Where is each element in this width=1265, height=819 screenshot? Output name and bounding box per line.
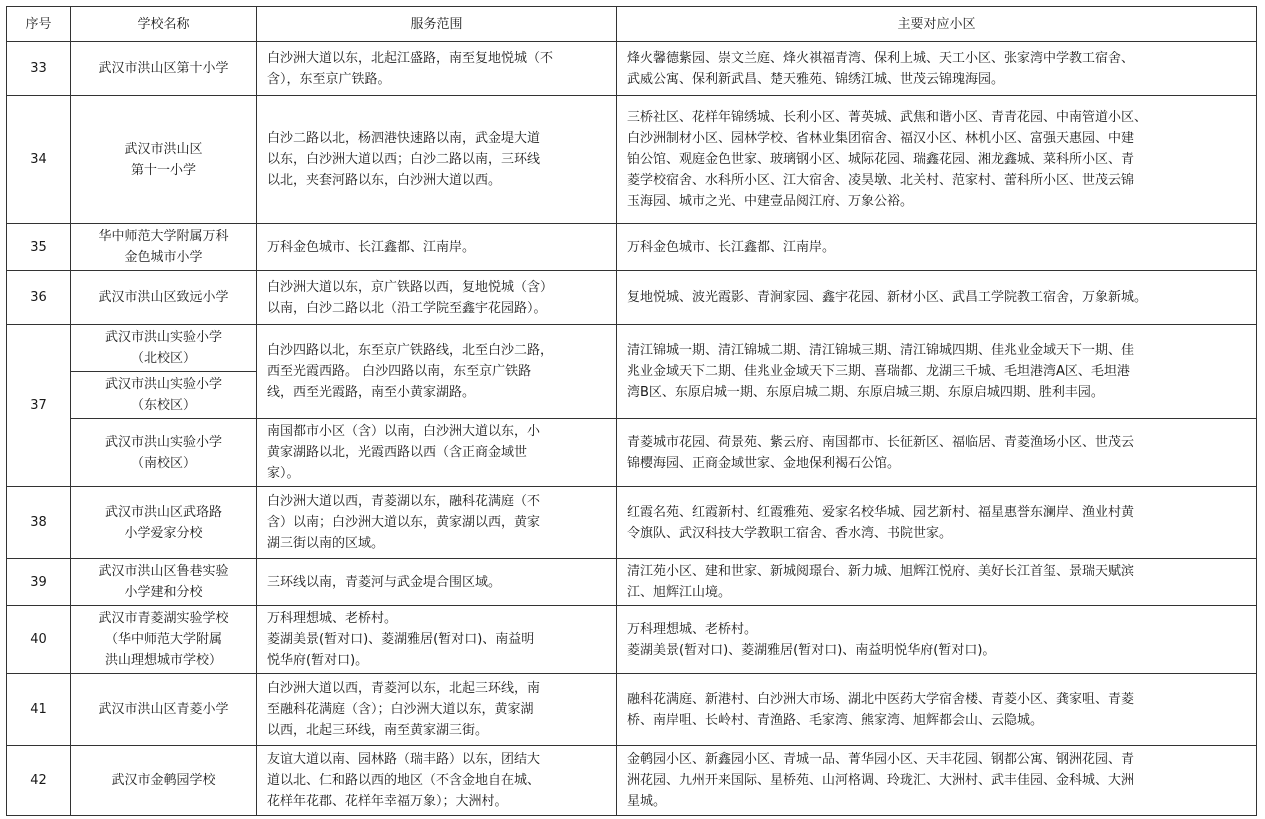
- communities: [617, 325, 1257, 419]
- service-scope: [257, 325, 617, 419]
- scope-line: 以西，北起三环线，南至黄家湖三街。: [267, 723, 489, 738]
- communities: [617, 271, 1257, 325]
- scope-line: 友谊大道以南、园林路（瑞丰路）以东，团结大: [267, 752, 541, 767]
- table-row: [7, 559, 1257, 606]
- communities: [617, 487, 1257, 559]
- school-name-line: 武汉市洪山区: [124, 141, 203, 157]
- scope-line: 湖三街以南的区域。: [267, 536, 385, 551]
- communities-line: 湾B区、东原启城一期、东原启城二期、东原启城三期、东原启城四期、胜利丰园。: [627, 385, 1104, 400]
- school-name-line: 华中师范大学附属万科: [98, 229, 229, 244]
- communities-line: 万科金色城市、长江鑫都、江南岸。: [627, 239, 836, 255]
- communities-line: 玉海园、城市之光、中建壹品阅江府、万象公裕。: [627, 194, 914, 209]
- school-name: [71, 372, 257, 419]
- school-name-line: 武汉市洪山区致远小学: [98, 290, 229, 305]
- service-scope: [257, 96, 617, 224]
- service-scope: [257, 674, 617, 746]
- row-number: 37: [7, 325, 71, 487]
- row-number: 41: [7, 674, 71, 746]
- school-name-line: 武汉市洪山区鲁巷实验: [98, 564, 229, 579]
- school-name-line: 武汉市洪山实验小学: [104, 377, 222, 392]
- school-name: [71, 487, 257, 559]
- school-name-line: 武汉市金鹌园学校: [111, 773, 216, 788]
- scope-line: 以南，白沙二路以北（沿工学院至鑫宇花园路）。: [267, 300, 547, 316]
- school-name: [71, 674, 257, 746]
- table-row: [7, 42, 1257, 96]
- scope-line: 白沙四路以北，东至京广铁路线，北至白沙二路，: [267, 343, 554, 358]
- school-name-line: 武汉市洪山区第十小学: [98, 61, 229, 76]
- row-number: 34: [7, 96, 71, 224]
- communities-line: 铂公馆、观庭金色世家、玻璃钢小区、城际花园、瑞鑫花园、湘龙鑫城、菜科所小区、青: [627, 152, 1135, 167]
- communities: [617, 746, 1257, 816]
- scope-line: 南国都市小区（含）以南，白沙洲大道以东，小: [267, 424, 541, 439]
- scope-line: 菱湖美景(暂对口)、菱湖雅居(暂对口)、南益明: [267, 632, 535, 647]
- service-scope: [257, 487, 617, 559]
- service-scope: [257, 746, 617, 816]
- school-name: [71, 419, 257, 487]
- scope-line: 以北，夹套河路以东，白沙洲大道以西。: [267, 173, 502, 188]
- communities-line: 青菱城市花园、荷景苑、紫云府、南国都市、长征新区、福临居、青菱渔场小区、世茂云: [627, 434, 1135, 450]
- row-number: 35: [7, 224, 71, 271]
- table-row: [7, 746, 1257, 816]
- row-number: 42: [7, 746, 71, 816]
- scope-line: 道以北、仁和路以西的地区（不含金地自在城、: [267, 773, 541, 788]
- communities-line: 兆业金域天下二期、佳兆业金域天下三期、喜瑞都、龙湖三千城、毛坦港湾A区、毛坦港: [627, 364, 1130, 379]
- scope-line: 万科理想城、老桥村。: [267, 611, 398, 626]
- service-scope: [257, 224, 617, 271]
- school-name-line: 小学爱家分校: [124, 525, 203, 541]
- communities: [617, 674, 1257, 746]
- communities-line: 红霞名苑、红霞新村、红霞雅苑、爱家名校华城、园艺新村、福星惠誉东澜岸、渔业村黄: [627, 504, 1135, 520]
- service-scope: [257, 419, 617, 487]
- scope-line: 西至光霞西路。 白沙四路以南，东至京广铁路: [267, 364, 532, 379]
- communities: [617, 559, 1257, 606]
- communities-line: 融科花满庭、新港村、白沙洲大市场、湖北中医药大学宿舍楼、青菱小区、龚家咀、青菱: [627, 691, 1135, 707]
- row-number: 38: [7, 487, 71, 559]
- communities-line: 烽火馨德紫园、崇文兰庭、烽火祺福青湾、保利上城、天工小区、张家湾中学教工宿舍、: [627, 50, 1135, 66]
- row-number: 33: [7, 42, 71, 96]
- communities-line: 清江苑小区、建和世家、新城阅璟台、新力城、旭辉江悦府、美好长江首玺、景瑞天赋滨: [627, 564, 1135, 579]
- communities-line: 金鹌园小区、新鑫园小区、青城一品、菁华园小区、天丰花园、钢都公寓、钢洲花园、青: [627, 752, 1135, 767]
- communities-line: 清江锦城一期、清江锦城二期、清江锦城三期、清江锦城四期、佳兆业金域天下一期、佳: [627, 343, 1135, 358]
- communities-line: 令旗队、武汉科技大学教职工宿舍、香水湾、书院世家。: [627, 525, 953, 541]
- school-name-line: （北校区）: [130, 351, 196, 366]
- school-name-line: 洪山理想城市学校）: [104, 653, 222, 668]
- school-name: [71, 559, 257, 606]
- table-row: [7, 606, 1257, 674]
- school-name-line: 武汉市洪山实验小学: [104, 330, 222, 345]
- school-name-line: 武汉市洪山区武珞路: [104, 504, 222, 520]
- communities-line: 复地悦城、波光霞影、青涧家园、鑫宇花园、新材小区、武昌工学院教工宿舍，万象新城。: [627, 290, 1148, 305]
- table-row: [7, 224, 1257, 271]
- school-name: [71, 96, 257, 224]
- service-scope: [257, 606, 617, 674]
- row-number: 40: [7, 606, 71, 674]
- communities-line: 万科理想城、老桥村。: [627, 621, 758, 637]
- school-name-line: （华中师范大学附属: [104, 632, 222, 647]
- school-name-line: （南校区）: [130, 455, 196, 471]
- table-row: [7, 271, 1257, 325]
- school-name-line: 武汉市洪山实验小学: [104, 434, 222, 450]
- scope-line: 线，西至光霞路，南至小黄家湖路。: [267, 385, 476, 400]
- table-row: [7, 325, 1257, 372]
- school-name-line: 武汉市洪山区青菱小学: [98, 702, 229, 717]
- header-school-name: 学校名称: [71, 7, 257, 42]
- school-name-line: 武汉市青菱湖实验学校: [98, 611, 229, 626]
- communities-line: 星城。: [627, 794, 667, 809]
- school-name-line: 金色城市小学: [124, 250, 203, 265]
- table-row: [7, 96, 1257, 224]
- school-name: [71, 224, 257, 271]
- table-row: [7, 487, 1257, 559]
- scope-line: 白沙二路以北，杨泗港快速路以南，武金堤大道: [267, 131, 541, 146]
- scope-line: 花样年花郡、花样年幸福万象）；大洲村。: [267, 794, 508, 809]
- row-number: 36: [7, 271, 71, 325]
- communities-line: 菱学校宿舍、水科所小区、江大宿舍、凌昊墩、北关村、范家村、蕾科所小区、世茂云锦: [627, 173, 1135, 188]
- communities: [617, 42, 1257, 96]
- service-scope: [257, 42, 617, 96]
- communities-line: 桥、南岸咀、长岭村、青渔路、毛家湾、熊家湾、旭辉都会山、云隐城。: [627, 712, 1044, 728]
- table-row: [7, 419, 1257, 487]
- service-scope: [257, 559, 617, 606]
- communities: [617, 606, 1257, 674]
- scope-line: 万科金色城市、长江鑫都、江南岸。: [267, 239, 476, 255]
- school-name-line: 小学建和分校: [124, 585, 203, 600]
- communities-line: 锦樱海园、正商金域世家、金地保利褐石公馆。: [627, 455, 901, 471]
- header-service-scope: 服务范围: [257, 7, 617, 42]
- header-no: 序号: [7, 7, 71, 42]
- communities-line: 三桥社区、花样年锦绣城、长利小区、菁英城、武焦和谐小区、青青花园、中南管道小区、: [627, 110, 1148, 125]
- communities-line: 江、旭辉江山境。: [627, 585, 732, 600]
- scope-line: 白沙洲大道以西，青菱河以东，北起三环线，南: [267, 681, 541, 696]
- communities-line: 武威公寓、保利新武昌、楚天雅苑、锦绣江城、世茂云锦瑰海园。: [627, 71, 1005, 87]
- school-name: [71, 325, 257, 372]
- school-name-line: 第十一小学: [130, 162, 196, 178]
- scope-line: 白沙洲大道以东，北起江盛路，南至复地悦城（不: [267, 50, 554, 66]
- communities: [617, 419, 1257, 487]
- scope-line: 家）。: [267, 466, 300, 481]
- school-name: [71, 271, 257, 325]
- communities: [617, 96, 1257, 224]
- scope-line: 以东，白沙洲大道以西；白沙二路以南，三环线: [267, 152, 541, 167]
- scope-line: 白沙洲大道以东，京广铁路以西，复地悦城（含）: [267, 279, 554, 295]
- scope-line: 三环线以南，青菱河与武金堤合围区域。: [267, 574, 502, 590]
- scope-line: 至融科花满庭（含）；白沙洲大道以东，黄家湖: [267, 702, 534, 717]
- service-scope: [257, 271, 617, 325]
- scope-line: 含），东至京广铁路。: [267, 71, 391, 87]
- school-name-line: （东校区）: [130, 398, 196, 413]
- school-name: [71, 606, 257, 674]
- scope-line: 黄家湖路以北，光霞西路以西（含正商金域世: [267, 445, 528, 460]
- table-header-row: [7, 7, 1257, 42]
- communities-line: 洲花园、九州开来国际、星桥苑、山河格调、玲珑汇、大洲村、武丰佳园、金科城、大洲: [627, 773, 1135, 788]
- row-number: 39: [7, 559, 71, 606]
- school-district-table: [6, 6, 1257, 816]
- header-communities: 主要对应小区: [617, 7, 1257, 42]
- school-name: [71, 746, 257, 816]
- scope-line: 含）以南；白沙洲大道以东，黄家湖以西，黄家: [267, 515, 541, 530]
- communities-line: 白沙洲制材小区、园林学校、省林业集团宿舍、福汉小区、林机小区、富强天惠园、中建: [627, 131, 1135, 146]
- scope-line: 悦华府(暂对口)。: [267, 653, 369, 668]
- school-name: [71, 42, 257, 96]
- communities: [617, 224, 1257, 271]
- communities-line: 菱湖美景(暂对口)、菱湖雅居(暂对口)、南益明悦华府(暂对口)。: [627, 642, 996, 658]
- table-row: [7, 674, 1257, 746]
- scope-line: 白沙洲大道以西，青菱湖以东，融科花满庭（不: [267, 494, 541, 509]
